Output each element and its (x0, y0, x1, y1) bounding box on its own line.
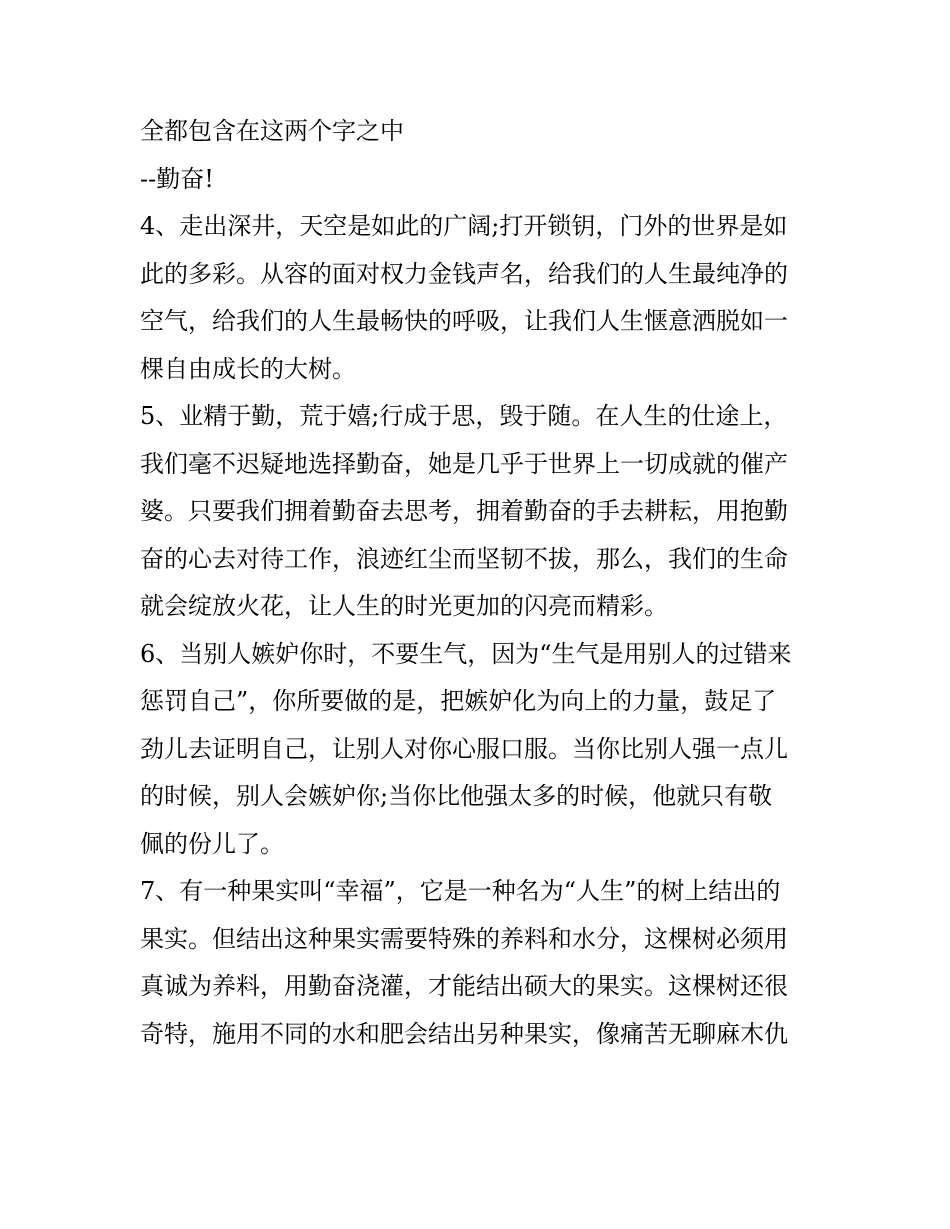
text-line: 惩罚自己”，你所要做的是，把嫉妒化为向上的力量，鼓足了 (140, 687, 777, 715)
text-line: 全都包含在这两个字之中 (140, 117, 404, 145)
text-line: 空气，给我们的人生最畅快的呼吸，让我们人生惬意洒脱如一 (140, 307, 788, 335)
text-line: 婆。只要我们拥着勤奋去思考，拥着勤奋的手去耕耘，用抱勤 (140, 497, 788, 525)
text-line: 7、有一种果实叫“幸福”，它是一种名为“人生”的树上结出的 (140, 877, 781, 905)
text-line: 4、走出深井，天空是如此的广阔;打开锁钥，门外的世界是如 (140, 212, 788, 240)
text-line: 佩的份儿了。 (140, 829, 284, 858)
body-text (140, 108, 812, 1058)
text-line: 6、当别人嫉妒你时，不要生气，因为“生气是用别人的过错来 (140, 639, 792, 668)
text-line: 的时候，别人会嫉妒你;当你比他强太多的时候，他就只有敬 (140, 782, 773, 810)
text-line: 棵自由成长的大树。 (140, 354, 356, 383)
text-line: 5、业精于勤，荒于嬉;行成于思，毁于随。在人生的仕途上， (140, 402, 788, 430)
text-line: 果实。但结出这种果实需要特殊的养料和水分，这棵树必须用 (140, 924, 788, 953)
text-line: 此的多彩。从容的面对权力金钱声名，给我们的人生最纯净的 (140, 259, 788, 288)
text-line: 真诚为养料，用勤奋浇灌，才能结出硕大的果实。这棵树还很 (140, 972, 788, 1000)
text-line: 就会绽放火花，让人生的时光更加的闪亮而精彩。 (140, 592, 668, 620)
text-line: --勤奋! (140, 164, 214, 193)
text-line: 奋的心去对待工作，浪迹红尘而坚韧不拔，那么，我们的生命 (140, 544, 788, 573)
text-line: 奇特，施用不同的水和肥会结出另种果实，像痛苦无聊麻木仇 (140, 1019, 788, 1048)
text-line: 劲儿去证明自己，让别人对你心服口服。当你比别人强一点儿 (140, 734, 788, 763)
text-line: 我们毫不迟疑地选择勤奋，她是几乎于世界上一切成就的催产 (140, 449, 788, 478)
